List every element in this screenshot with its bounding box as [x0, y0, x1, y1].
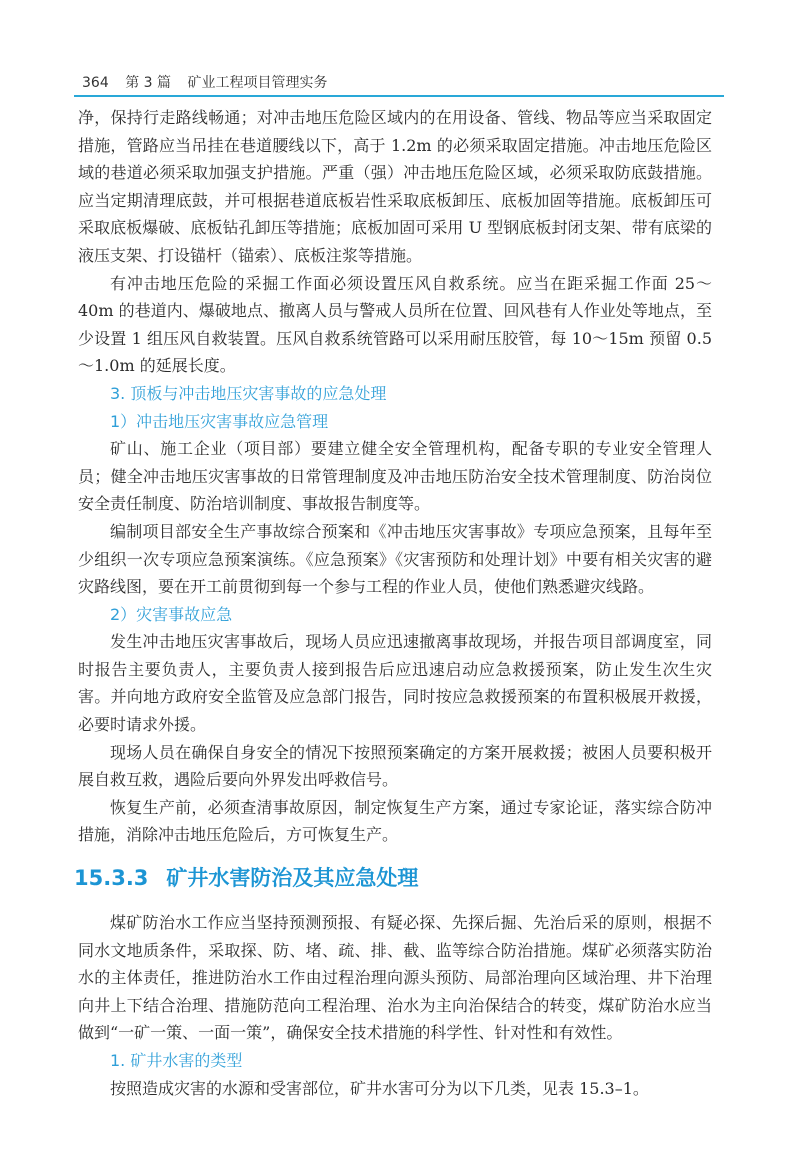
- section-3-heading: 3. 顶板与冲击地压灾害事故的应急处理: [110, 383, 387, 403]
- section-number: 15.3.3: [74, 866, 149, 891]
- header-rule: [74, 95, 724, 97]
- paragraph: 矿山、施工企业（项目部）要建立健全安全管理机构，配备专职的专业安全管理人员；健全冲击地压灾害事故的日常管理制度及冲击地压防治安全技术管理制度、防治岗位安全责任制度、防治培训制度、事故报告制度等。: [78, 439, 712, 514]
- paragraph: 编制项目部安全生产事故综合预案和《冲击地压灾害事故》专项应急预案，且每年至少组织一次专项应急预案演练。《应急预案》《灾害预防和处理计划》中要有相关灾害的避灾路线图，要在开工前贯彻到每一个参与工程的作业人员，使他们熟悉避灾线路。: [78, 521, 712, 597]
- water-hazard-types-heading: 1. 矿井水害的类型: [110, 1051, 243, 1070]
- paragraph-continued: 净，保持行走路线畅通；对冲击地压危险区域内的在用设备、管线、物品等应当采取固定措施，管路应当吊挂在巷道腰线以下，高于 1.2m 的必须采取固定措施。冲击地压危险区域的巷道必须采取加强支护措施。严重（强）冲击地压危险区域，必须采取防底鼓措施。应当定期清理底鼓，并可根据巷道底板岩性采取底板卸压、底板加固等措施。底板卸压可采取底板爆破、底板钻孔卸压等措施；底板加固可采用 U 型钢底板封闭支架、带有底梁的液压支架、打设锚杆（锚索）、底板注浆等措施。: [78, 108, 712, 265]
- page-body: [74, 104, 712, 1102]
- paragraph: 恢复生产前，必须查清事故原因，制定恢复生产方案，通过专家论证，落实综合防冲措施，消除冲击地压危险后，方可恢复生产。: [78, 797, 712, 845]
- section-title: 矿井水害防治及其应急处理: [166, 866, 419, 891]
- paragraph: 发生冲击地压灾害事故后，现场人员应迅速撤离事故现场，并报告项目部调度室，同时报告主要负责人，主要负责人接到报告后应迅速启动应急救援预案，防止发生次生灾害。并向地方政府安全监管及应急部门报告，同时按应急救援预案的布置积极展开救援，必要时请求外援。: [78, 632, 712, 735]
- paragraph: 现场人员在确保自身安全的情况下按照预案确定的方案开展救援；被困人员要积极开展自救互救，遇险后要向外界发出呼救信号。: [78, 742, 712, 790]
- paragraph: 煤矿防治水工作应当坚持预测预报、有疑必探、先探后掘、先治后采的原则，根据不同水文地质条件，采取探、防、堵、疏、排、截、监等综合防治措施。煤矿必须落实防治水的主体责任，推进防治水工作由过程治理向源头预防、局部治理向区域治理、井下治理向井上下结合治理、措施防范向工程治理、治水为主向治保结合的转变，煤矿防治水应当做到“一矿一策、一面一策”，确保安全技术措施的科学性、针对性和有效性。: [78, 913, 712, 1043]
- book-title: 矿业工程项目管理实务: [187, 75, 328, 91]
- page-number: 364: [82, 75, 109, 91]
- section-15-3-3-heading: [74, 863, 712, 893]
- subsection-1-heading: 1）冲击地压灾害事故应急管理: [110, 411, 329, 431]
- running-header: [82, 72, 327, 92]
- paragraph-compressed-air: 有冲击地压危险的采掘工作面必须设置压风自救系统。应当在距采掘工作面 25～40m 的巷道内、爆破地点、撤离人员与警戒人员所在位置、回风巷有人作业处等地点，至少设置 1 组压风自救装置。压风自救系统管路可以采用耐压胶管，每 10～15m 预留 0.5～1.0m 的延展长度。: [78, 273, 712, 376]
- paragraph: 按照造成灾害的水源和受害部位，矿井水害可分为以下几类，见表 15.3–1。: [110, 1078, 649, 1098]
- part-label: 第 3 篇: [125, 75, 171, 91]
- subsection-2-heading: 2）灾害事故应急: [110, 604, 233, 624]
